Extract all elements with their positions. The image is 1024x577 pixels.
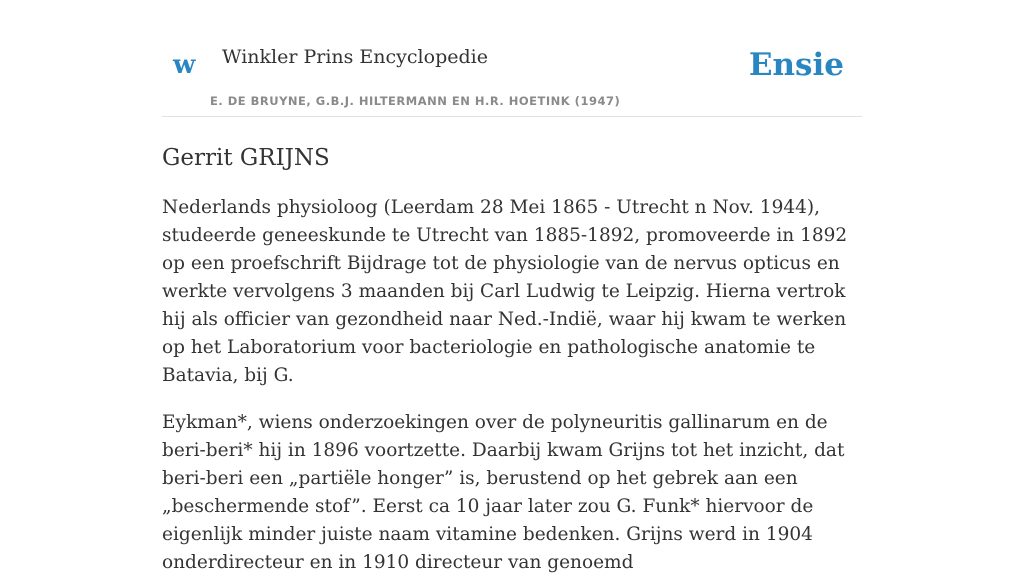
publication-logo[interactable]: w [173,50,196,80]
article-body [162,194,862,577]
article-paragraph: Eykman*, wiens onderzoekingen over de polyneuritis gallinarum en de beri-beri* hij in 1896 voortzette. Daarbij kwam Grijns tot het inzicht, dat beri-beri een „partiële honger” is, berustend op het gebrek aan een „beschermende stof”. Eerst ca 10 jaar later zou G. Funk* hiervoor de eigenlijk minder juiste naam vitamine bedenken. Grijns werd in 1904 onderdirecteur en in 1910 directeur van genoemd [162,412,845,573]
publication-authors: E. DE BRUYNE, G.B.J. HILTERMANN EN H.R. HOETINK (1947) [210,94,621,108]
article-paragraph: Nederlands physioloog (Leerdam 28 Mei 1865 - Utrecht n Nov. 1944), studeerde geneeskunde te Utrecht van 1885-1892, promoveerde in 1892 op een proefschrift Bijdrage tot de physiologie van de nervus opticus en werkte vervolgens 3 maanden bij Carl Ludwig te Leipzig. Hierna vertrok hij als officier van gezondheid naar Ned.-Indië, waar hij kwam te werken op het Laboratorium voor bacteriologie en pathologische anatomie te Batavia, bij G. [162,197,848,386]
article-title: Gerrit GRIJNS [162,145,330,171]
page-container [162,0,862,577]
header [162,0,862,117]
publication-title[interactable]: Winkler Prins Encyclopedie [222,46,488,68]
brand-logo[interactable]: Ensie [748,47,844,83]
